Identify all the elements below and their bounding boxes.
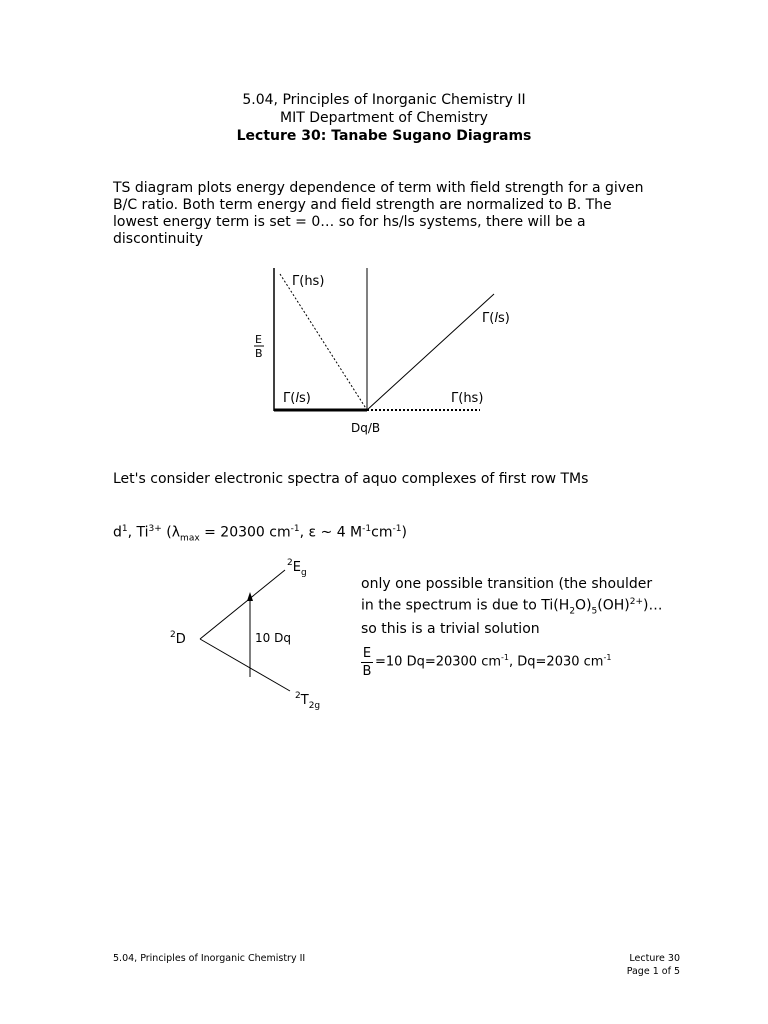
yaxis-E: E — [255, 333, 262, 346]
intro-line: discontinuity — [113, 231, 203, 247]
term-2Eg: $^2E_g$ — [287, 558, 307, 578]
d1-splitting-diagram — [160, 555, 340, 715]
intro-line: lowest energy term is set = 0… so for hs/ls systems, there will be a — [113, 214, 586, 230]
course-title: 5.04, Principles of Inorganic Chemistry II — [242, 92, 526, 108]
footer-lecture: Lecture 30 — [629, 953, 680, 964]
t2g-line — [200, 639, 290, 691]
fraction-numerator: E — [362, 646, 372, 661]
fraction-bar — [361, 662, 373, 663]
lecture-title: Lecture 30: Tanabe Sugano Diagrams — [236, 128, 532, 144]
intro-line: B/C ratio. Both term energy and field strength are normalized to B. The — [113, 197, 612, 213]
footer-page: Page 1 of 5 — [626, 966, 680, 977]
d1-ti-line: $d^1$, $Ti^{3+}$ ($\lambda_{max} = 20300$ $cm^{-1}$, ε ~ 4 $M^{-1}cm^{-1}$) — [113, 524, 407, 544]
note-line: in the spectrum is due to $Ti(H_2O)_5(OH)^{2+})\dots$ — [361, 597, 663, 617]
transition-note — [361, 575, 721, 638]
energy-equation — [361, 646, 721, 680]
yaxis-B: B — [255, 347, 263, 360]
note-line: only one possible transition (the shoulder — [361, 576, 653, 592]
label-gamma-hs-top: Γ(hs) — [292, 274, 325, 289]
intro-line: TS diagram plots energy dependence of term with field strength for a given — [113, 180, 644, 196]
hs-dashed-line — [280, 274, 367, 410]
transition-label: 10 Dq — [255, 631, 291, 645]
equation-text: =10 Dq=20300 $cm^{-1}$, Dq=2030 $cm^{-1}$ — [375, 653, 612, 670]
footer-course: 5.04, Principles of Inorganic Chemistry II — [113, 953, 306, 964]
ts-schematic-diagram — [240, 262, 510, 437]
intro-paragraph — [113, 180, 673, 248]
fraction-denominator: B — [362, 664, 372, 679]
xaxis-label: Dq/B — [351, 421, 381, 435]
department: MIT Department of Chemistry — [280, 110, 488, 126]
label-gamma-ls-right: Γ(ls) — [482, 311, 510, 326]
note-line: so this is a trivial solution — [361, 621, 540, 638]
label-gamma-hs-bottom: Γ(hs) — [451, 391, 484, 406]
term-2T2g: $^2T_{2g}$ — [295, 691, 321, 711]
label-gamma-ls-left: Γ(ls) — [283, 391, 311, 406]
term-2D: $^2$D — [170, 630, 186, 647]
consider-text: Let's consider electronic spectra of aquo complexes of first row TMs — [113, 471, 589, 487]
eg-line — [200, 570, 285, 639]
